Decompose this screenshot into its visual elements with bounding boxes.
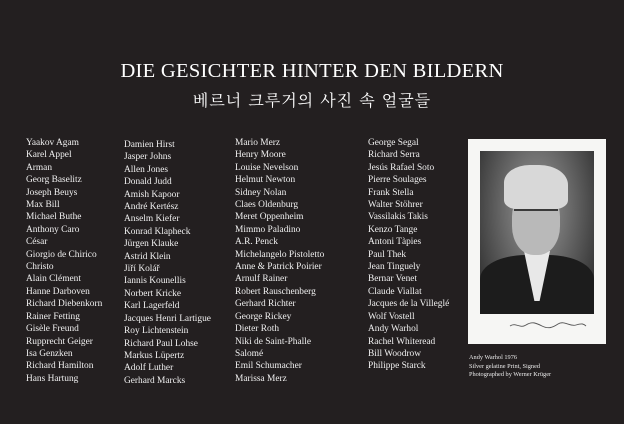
artist-name: André Kertész [124,202,179,213]
name-column-2 [124,139,211,387]
artist-name: Iannis Kounellis [124,276,186,287]
portrait-print [468,139,606,344]
caption-line-1: Andy Warhol 1976 [469,354,517,361]
artist-name: Marissa Merz [235,373,287,384]
artist-name: Robert Rauschenberg [235,286,316,297]
artist-name: George Rickey [235,311,292,322]
artist-name: Jasper Johns [124,152,172,163]
artist-name: Richard Diebenkorn [26,299,103,310]
artist-name: Henry Moore [235,150,286,161]
artist-name: Helmut Newton [235,175,296,186]
artist-name: Wolf Vostell [368,311,415,322]
artist-name: Walter Stöhrer [368,200,423,211]
artist-name: Adolf Luther [124,363,174,374]
artist-name: Paul Thek [368,249,407,260]
artist-name: Vassilakis Takis [368,212,428,223]
name-column-4 [368,137,449,373]
caption-line-2: Silver gelatine Print, Signed [469,362,541,370]
artist-name: Bernar Venet [368,274,418,285]
artist-name: Gerhard Marcks [124,375,186,386]
artist-name: Pierre Soulages [368,175,427,186]
artist-name: Max Bill [26,200,60,211]
artist-name: Gisèle Freund [26,324,79,335]
artist-name: Jean Tinguely [368,262,421,273]
artist-name: César [26,237,48,248]
artist-name: Salomé [235,348,264,359]
artist-name: Damien Hirst [124,140,175,150]
artist-name: Jürgen Klauke [124,239,179,250]
artist-name: Georg Baselitz [26,175,82,186]
artist-name: Amish Kapoor [124,189,180,200]
portrait-hair [504,165,568,209]
photo-caption [469,354,619,380]
signature-mark [508,320,588,330]
artist-name: Jacques de la Villeglé [368,299,450,310]
artist-name: Rainer Fetting [26,311,80,322]
artist-name: Frank Stella [368,187,414,198]
artist-name: Mario Merz [235,138,281,148]
portrait-photo [480,151,594,314]
artist-name: Karel Appel [26,150,72,161]
artist-name: Kenzo Tange [368,224,418,235]
artist-name: Meret Oppenheim [235,212,304,223]
artist-name: Isa Genzken [26,348,73,359]
artist-name: Andy Warhol [368,324,419,335]
artist-name: Claude Viallat [368,286,422,297]
artist-name: Astrid Klein [124,251,171,262]
name-column-3 [235,137,324,385]
artist-name: Richard Serra [368,150,420,161]
artist-name: Richard Hamilton [26,361,94,372]
artist-name: Claes Oldenburg [235,200,299,211]
artist-name: Richard Paul Lohse [124,338,198,349]
artist-name: Arnulf Rainer [235,274,288,285]
artist-name: Roy Lichtenstein [124,326,189,337]
artist-name: Niki de Saint-Phalle [235,336,312,347]
artist-name: Konrad Klapheck [124,226,191,237]
artist-name: Emil Schumacher [235,361,302,372]
name-column-1 [26,137,102,385]
artist-name: Yaakov Agam [26,138,79,148]
page-subtitle: 베르너 크루거의 사진 속 얼굴들 [192,91,432,110]
artist-name: Markus Lüpertz [124,350,185,361]
artist-name: Antoni Tàpies [368,237,422,248]
artist-name: Louise Nevelson [235,162,299,173]
artist-name: George Segal [368,138,419,148]
artist-name: Norbert Kricke [124,288,182,299]
artist-name: Anne & Patrick Poirier [235,262,322,273]
artist-name: Dieter Roth [235,324,280,335]
artist-name: Michelangelo Pistoletto [235,249,325,260]
artist-name: Michael Buthe [26,212,82,223]
artist-name: Jesús Rafael Soto [368,162,435,173]
artist-name: Rupprecht Geiger [26,336,93,347]
artist-name: Christo [26,262,54,273]
artist-name: Donald Judd [124,177,172,188]
portrait-glasses [514,209,558,221]
artist-name: Rachel Whiteread [368,336,436,347]
page-title: DIE GESICHTER HINTER DEN BILDERN [120,60,504,82]
artist-name: Allen Jones [124,164,169,175]
artist-name: Jacques Henri Lartigue [124,313,211,324]
artist-name: Hanne Darboven [26,286,90,297]
artist-name: A.R. Penck [235,237,278,248]
artist-name: Mimmo Paladino [235,224,301,235]
artist-name: Hans Hartung [26,373,79,384]
artist-name: Anthony Caro [26,224,80,235]
artist-name: Arman [26,162,53,173]
artist-name: Anselm Kiefer [124,214,180,225]
artist-name: Sidney Nolan [235,187,287,198]
artist-name: Gerhard Richter [235,299,296,310]
artist-name: Giorgio de Chirico [26,249,97,260]
artist-name: Karl Lagerfeld [124,301,180,312]
artist-name: Bill Woodrow [368,348,421,359]
artist-name: Philippe Starck [368,361,426,372]
artist-name: Jiří Kolář [124,264,160,275]
artist-name: Alain Clément [26,274,81,285]
caption-line-3: Photographed by Werner Krüger [469,371,552,379]
artist-name: Joseph Beuys [26,187,78,198]
